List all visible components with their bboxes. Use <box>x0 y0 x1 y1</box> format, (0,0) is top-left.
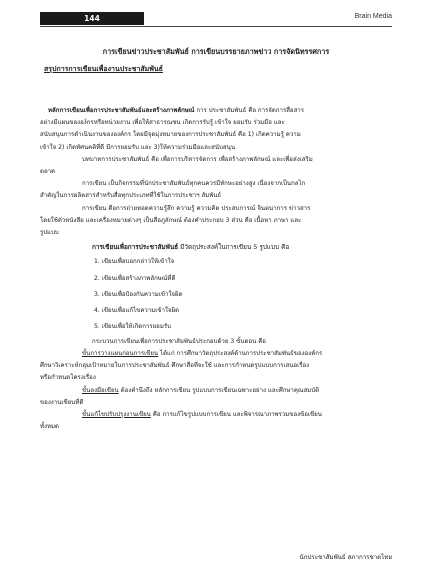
list-item: 4. เขียนเพื่อแก้ไขความเข้าใจผิด <box>94 307 180 315</box>
list-item: 1. เขียนเพื่อบอกกล่าวให้เข้าใจ <box>94 258 175 266</box>
text-line: รูปแบบ <box>40 229 59 237</box>
principles-heading: หลักการเขียนเพื่อการประชาสัมพันธ์และสร้างภาพลักษณ์ <box>48 107 195 114</box>
role-paragraph <box>40 154 392 178</box>
text-line: การเขียน เป็นกิจกรรมที่นักประชาสัมพันธ์ทุกคนควรมีทักษะอย่างสูง เนื่องจากเป็นกลไก <box>82 180 306 188</box>
forms-list <box>40 254 392 335</box>
summary-heading: สรุปการการเขียนเพื่องานประชาสัมพันธ์ <box>44 65 163 73</box>
definition-paragraph <box>40 203 392 240</box>
step2-term: ขั้นลงมือเขียน <box>82 386 119 394</box>
forms-heading-bold: การเขียนเพื่อการประชาสัมพันธ์ <box>92 243 179 252</box>
text-line: ของงานเขียนที่ดี <box>40 398 84 406</box>
text-line: ได้แก่ การศึกษาวัตถุประสงค์ด้านการประชาสัมพันธ์ขององค์กร <box>158 349 323 357</box>
text-line: หรือกำหนดโครงเรื่อง <box>40 374 96 382</box>
forms-heading-rest: มีวัตถุประสงค์ในการเขียน 5 รูปแบบ คือ <box>178 243 290 252</box>
text-line: การ ประชาสัมพันธ์ คือ การจัดการสื่อสาร <box>194 107 305 114</box>
process-intro: กระบวนการเขียนเพื่อการประชาสัมพันธ์ประกอบด้วย 3 ขั้นตอน คือ <box>92 337 266 345</box>
text-line: สนับสนุนการดำเนินงานขององค์กร โดยมีจุดมุ่งหมายของการประชาสัมพันธ์ คือ 1) เกิดความรู้ ความ <box>40 131 301 139</box>
text-line: บทบาทการประชาสัมพันธ์ คือ เพื่อการบริหารจัดการ เพื่อสร้างภาพลักษณ์ และเพื่อส่งเสริม <box>82 155 313 163</box>
text-line: ต้องคำนึงถึง หลักการเขียน รูปแบบการเขียนเฉพาะอย่าง และศึกษาคุณสมบัติ <box>118 386 320 394</box>
text-line: อย่างมีแผนขององ์กรหรือหน่วยงาน เพื่อให้สาธารณชน เกิดการรับรู้ เข้าใจ ยอมรับ ร่วมมือ และ <box>40 119 285 127</box>
header-divider <box>40 26 392 27</box>
step2-paragraph <box>40 385 392 409</box>
step1-paragraph <box>40 348 392 385</box>
list-item: 5. เขียนเพื่อให้เกิดการยอมรับ <box>94 323 171 331</box>
principles-paragraph <box>40 105 392 154</box>
list-item: 2. เขียนเพื่อสร้างภาพลักษณ์ที่ดี <box>94 274 176 282</box>
page-footer: นักประชาสัมพันธ์ สภาการชาดไทย <box>299 554 392 561</box>
forms-heading <box>92 241 392 254</box>
text-line: ทั้งหมด <box>40 423 59 431</box>
chapter-title: การเขียนข่าวประชาสัมพันธ์ การเขียนบรรยายภาพข่าว การจัดนิทรรศการ <box>102 47 330 56</box>
brand-name: Brain Media <box>354 13 392 20</box>
text-line: เข้าใจ 2) เกิดทัศนคติที่ดี มีการยอมรับ และ 3)ให้ความร่วมมือและสนับสนุน <box>40 143 235 151</box>
text-line: ตลาด <box>40 168 56 176</box>
step3-paragraph <box>40 409 392 433</box>
list-item: 3. เขียนเพื่อป้องกันความเข้าใจผิด <box>94 290 183 298</box>
text-line: ศึกษาวิเคราะห์กลุ่มเป้าหมายในการประชาสัมพันธ์ ศึกษาสื่อที่จะใช้ และการกำหนดรูปแบบการเสนอเรื่อง <box>40 362 310 370</box>
step3-term: ขั้นแก้ไขปรับปรุงงานเขียน <box>82 410 151 418</box>
page-content <box>40 32 392 433</box>
text-line: การเขียน คือการถ่ายทอดความรู้สึก ความรู้ ความคิด ประสบการณ์ จินตนาการ ข่าวสาร <box>82 204 311 212</box>
text-line: โดยใช้ตัวหนังสือ และเครื่องหมายต่างๆ เป็นสื่อภูลักษณ์ ต้องคำประกอบ 3 ส่วน คือ เนื้อหา ภาษา และ <box>40 216 302 224</box>
writing-paragraph <box>40 178 392 202</box>
text-line: คือ การแก้ไขรูปแบบการเขียน และพิจารณาภาพรวมของข้อเขียน <box>150 410 322 418</box>
page-number-badge: 144 <box>40 12 144 25</box>
step1-term: ขั้นการวางแผนก่อนการเขียน <box>82 349 159 357</box>
text-line: สำคัญในการผลิตสารสำหรับสื่อทุกประเภทที่ใช้ในการประชาฯ สัมพันธ์ <box>40 192 222 200</box>
